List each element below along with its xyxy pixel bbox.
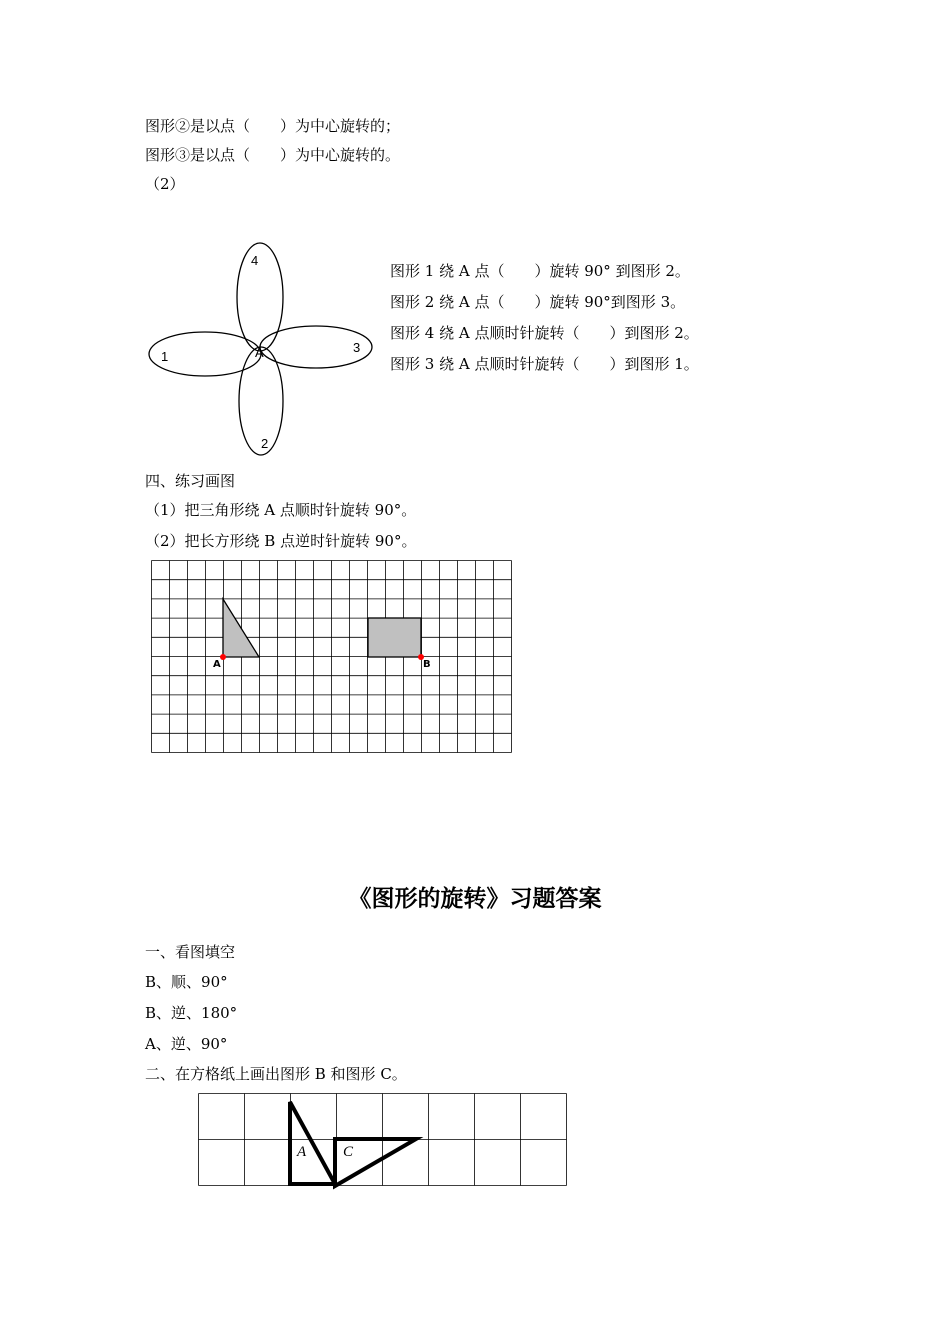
point-b-label: B bbox=[423, 659, 431, 670]
answer-1: B、顺、90° bbox=[145, 973, 228, 991]
petal-label-1: 1 bbox=[161, 349, 169, 364]
answers-heading-1: 一、看图填空 bbox=[145, 943, 236, 961]
triangle-a-label: A bbox=[297, 1144, 307, 1160]
section-4-q1: （1）把三角形绕 A 点顺时针旋转 90°。 bbox=[145, 501, 417, 519]
flower-question-3: 图形 4 绕 A 点顺时针旋转（ ）到图形 2。 bbox=[390, 324, 699, 342]
triangle-c-label: C bbox=[343, 1144, 354, 1160]
section-4-q2: （2）把长方形绕 B 点逆时针旋转 90°。 bbox=[145, 532, 417, 550]
point-a-label: A bbox=[213, 659, 221, 670]
answer-3: A、逆、90° bbox=[145, 1035, 228, 1053]
petal-label-4: 4 bbox=[251, 253, 259, 268]
flower-question-2: 图形 2 绕 A 点（ ）旋转 90°到图形 3。 bbox=[390, 293, 686, 311]
question-line-2: 图形③是以点（ ）为中心旋转的。 bbox=[145, 146, 401, 164]
flower-question-1: 图形 1 绕 A 点（ ）旋转 90° 到图形 2。 bbox=[390, 262, 690, 280]
answer-2: B、逆、180° bbox=[145, 1004, 238, 1022]
answers-heading-2: 二、在方格纸上画出图形 B 和图形 C。 bbox=[145, 1065, 407, 1083]
center-label-a: A bbox=[255, 345, 264, 360]
answers-title: 《图形的旋转》习题答案 bbox=[348, 886, 602, 912]
petal-label-2: 2 bbox=[261, 436, 269, 451]
triangle-a bbox=[290, 1102, 335, 1184]
flower-question-4: 图形 3 绕 A 点顺时针旋转（ ）到图形 1。 bbox=[390, 355, 699, 373]
sub-question-2: （2） bbox=[145, 175, 185, 193]
section-4-heading: 四、练习画图 bbox=[145, 472, 236, 490]
petal-label-3: 3 bbox=[353, 340, 361, 355]
question-line-1: 图形②是以点（ ）为中心旋转的； bbox=[145, 117, 401, 135]
